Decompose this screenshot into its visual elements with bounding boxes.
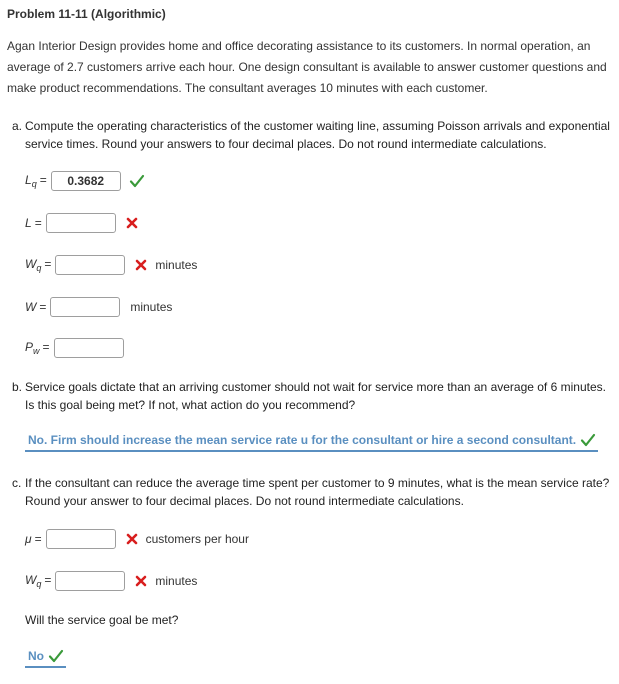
problem-intro: Agan Interior Design provides home and office decorating assistance to its customers. In normal operation, an average of 2.7 customers arrive each hour. One design consultant is available to answer customer questions and make product recommendations. The consultant averages 10 minutes with each customer. <box>7 39 607 95</box>
pw-input[interactable] <box>54 338 124 358</box>
part-b-question <box>12 378 612 414</box>
field-row-lq <box>25 170 145 192</box>
mu-label: μ = <box>25 532 42 546</box>
field-row-mu <box>25 528 249 550</box>
mu-input[interactable] <box>46 529 116 549</box>
part-a-text: Compute the operating characteristics of the customer waiting line, assuming Poisson arrivals and exponential service times. Round your answers to four decimal places. Do not round intermediate calculations. <box>25 119 610 151</box>
goal-answer-text: No <box>28 649 44 663</box>
field-row-pw <box>25 337 124 359</box>
wq-c-input[interactable] <box>55 571 125 591</box>
part-c-text: If the consultant can reduce the average time spent per customer to 9 minutes, what is the mean service rate? Round your answer to four decimal places. Do not round intermediate calculations. <box>25 476 610 508</box>
part-a-question <box>12 117 612 153</box>
goal-question: Will the service goal be met? <box>25 613 179 627</box>
correct-check-icon <box>48 648 64 664</box>
wq-input[interactable] <box>55 255 125 275</box>
pw-label: $P_w$ = <box>25 340 50 356</box>
incorrect-x-icon <box>124 531 140 547</box>
goal-answer-select[interactable] <box>25 648 66 668</box>
l-input[interactable] <box>46 213 116 233</box>
wq-label: $W_q$ = <box>25 257 52 273</box>
mu-unit: customers per hour <box>145 532 249 546</box>
part-b-letter: b. <box>12 380 23 394</box>
lq-label: $L_q$ = <box>25 173 47 189</box>
wq-c-label: $W_q$ = <box>25 573 52 589</box>
part-b-text: Service goals dictate that an arriving customer should not wait for service more than an average of 6 minutes. Is this goal being met? If not, what action do you recommend? <box>25 380 606 412</box>
wq-unit: minutes <box>155 258 198 272</box>
field-row-wq <box>25 254 197 276</box>
part-c-question <box>12 474 612 510</box>
problem-title: Problem 11-11 (Algorithmic) <box>7 7 166 21</box>
lq-input[interactable] <box>51 171 121 191</box>
part-a-letter: a. <box>12 119 23 133</box>
field-row-wq-c <box>25 570 197 592</box>
incorrect-x-icon <box>133 573 149 589</box>
field-row-l <box>25 212 140 234</box>
field-row-w <box>25 296 172 318</box>
correct-check-icon <box>129 173 145 189</box>
incorrect-x-icon <box>124 215 140 231</box>
correct-check-icon <box>580 432 596 448</box>
w-unit: minutes <box>130 300 173 314</box>
part-c-letter: c. <box>12 476 22 490</box>
w-label: W = <box>25 300 47 314</box>
l-label: L = <box>25 216 42 230</box>
w-input[interactable] <box>50 297 120 317</box>
incorrect-x-icon <box>133 257 149 273</box>
part-b-answer-text: No. Firm should increase the mean service rate u for the consultant or hire a second consultant. <box>28 433 577 447</box>
part-b-answer-select[interactable] <box>25 432 598 452</box>
wq-c-unit: minutes <box>155 574 198 588</box>
